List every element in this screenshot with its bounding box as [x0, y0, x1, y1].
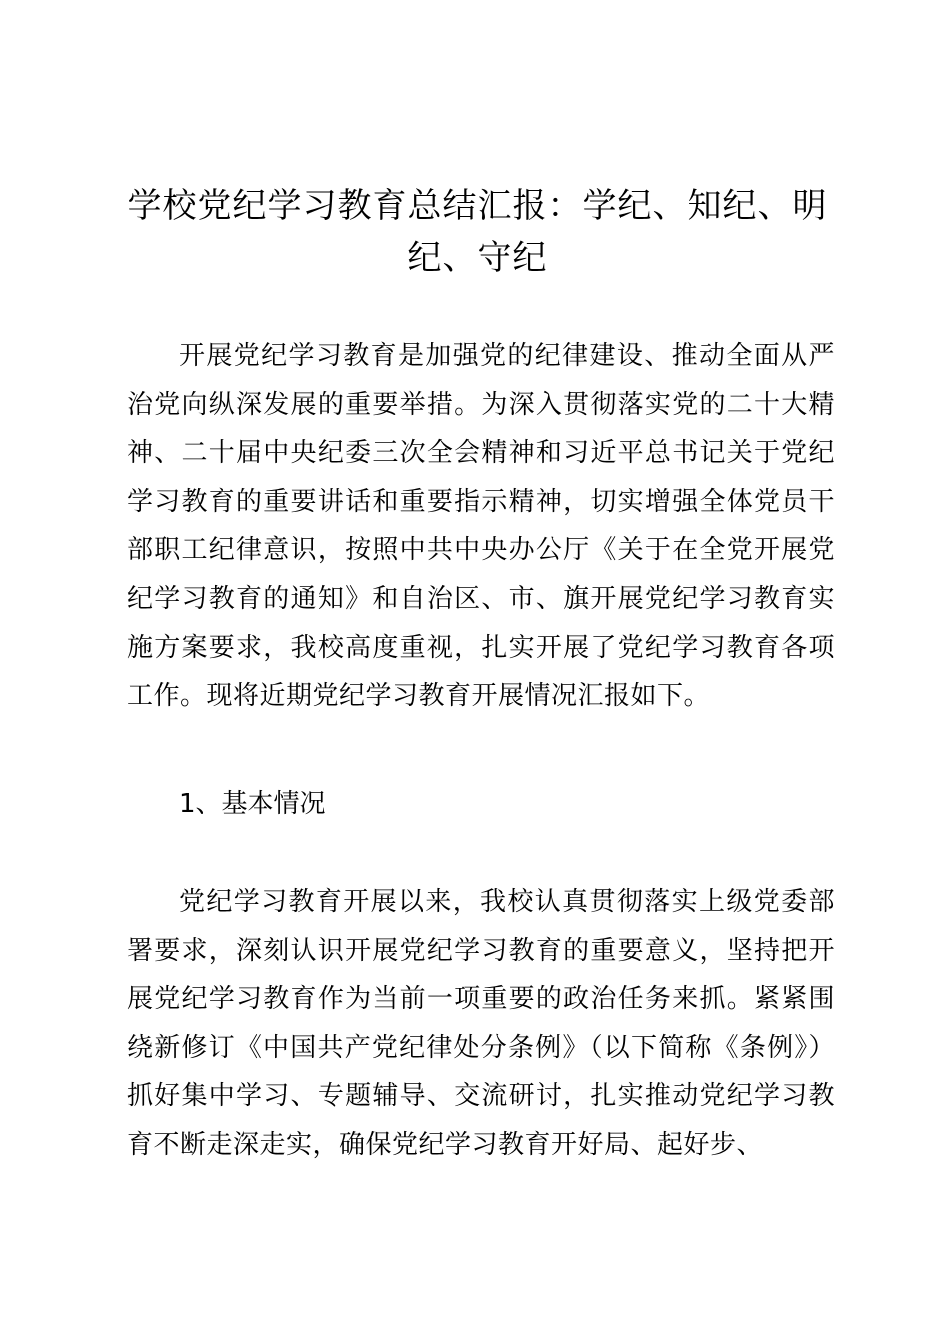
document-title: 学校党纪学习教育总结汇报：学纪、知纪、明纪、守纪: [127, 186, 828, 278]
section-paragraph-basic-situation: 党纪学习教育开展以来，我校认真贯彻落实上级党委部署要求，深刻认识开展党纪学习教育的重要意义，坚持把开展党纪学习教育作为当前一项重要的政治任务来抓。紧紧围绕新修订《中国共产党纪律处分条例》（以下简称《条例》）抓好集中学习、专题辅导、交流研讨，扎实推动党纪学习教育不断走深走实，确保党纪学习教育开好局、起好步、: [127, 887, 835, 1160]
section-heading-basic-situation: 1、基本情况: [179, 789, 326, 819]
intro-paragraph: 开展党纪学习教育是加强党的纪律建设、推动全面从严治党向纵深发展的重要举措。为深入贯彻落实党的二十大精神、二十届中央纪委三次全会精神和习近平总书记关于党纪学习教育的重要讲话和重要指示精神，切实增强全体党员干部职工纪律意识，按照中共中央办公厅《关于在全党开展党纪学习教育的通知》和自治区、市、旗开展党纪学习教育实施方案要求，我校高度重视，扎实开展了党纪学习教育各项工作。现将近期党纪学习教育开展情况汇报如下。: [127, 341, 835, 712]
